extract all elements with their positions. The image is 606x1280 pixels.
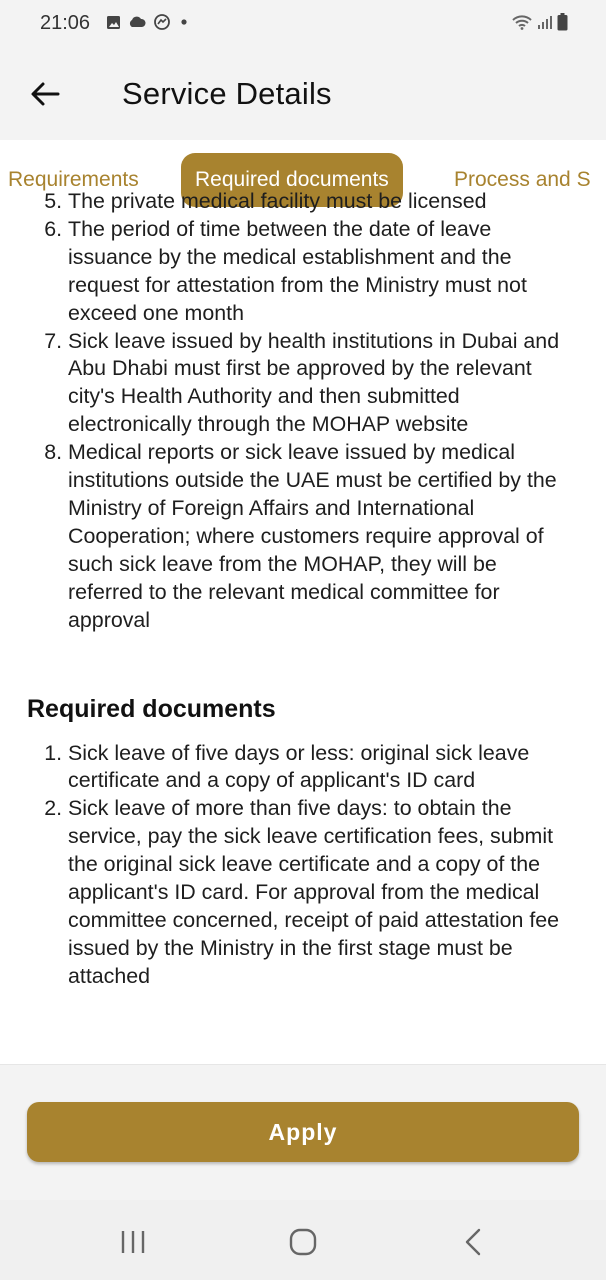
list-item: 2. Sick leave of more than five days: to obtain the service, pay the sick leave certification fees, submit the original sick leave certificate and a copy of the applicant's ID card. For approval from the medical committee concerned, receipt of paid attestation fee issued by the Ministry in the first stage must be attached <box>68 795 576 990</box>
wifi-icon <box>511 14 533 30</box>
page-title: Service Details <box>122 76 332 111</box>
tab-required-documents[interactable]: Required documents <box>181 153 403 207</box>
documents-list <box>0 740 606 991</box>
battery-icon <box>557 13 568 31</box>
bottom-action-bar <box>0 1064 606 1201</box>
home-button[interactable] <box>283 1222 323 1262</box>
dot-icon <box>178 16 190 28</box>
tab-process-and-steps[interactable]: Process and S <box>454 168 591 191</box>
signal-icon <box>537 14 553 30</box>
status-left-icons <box>106 13 190 31</box>
recents-icon <box>113 1222 153 1262</box>
home-icon <box>283 1222 323 1262</box>
list-item: 6. The period of time between the date of leave issuance by the medical establishment and the request for attestation from the Ministry must not exceed one month <box>68 216 576 328</box>
list-item: 5. The private medical facility must be licensed <box>68 188 576 216</box>
system-nav-bar <box>0 1200 606 1280</box>
back-icon <box>453 1222 493 1262</box>
content-inner <box>0 188 606 991</box>
list-item: 8. Medical reports or sick leave issued by medical institutions outside the UAE must be certified by the Ministry of Foreign Affairs and International Cooperation; where customers require approval of such sick leave from the MOHAP, they will be referred to the relevant medical committee for approval <box>68 439 576 634</box>
status-time: 21:06 <box>40 12 91 34</box>
list-item: 1. Sick leave of five days or less: original sick leave certificate and a copy of applicant's ID card <box>68 740 576 796</box>
apply-button[interactable]: Apply <box>27 1102 579 1162</box>
list-item: 7. Sick leave issued by health institutions in Dubai and Abu Dhabi must first be approved by the relevant city's Health Authority and then submitted electronically through the MOHAP website <box>68 328 576 440</box>
tab-requirements[interactable]: Requirements <box>8 168 139 191</box>
requirements-list <box>0 188 606 635</box>
messenger-icon <box>153 13 171 31</box>
section-heading: Required documents <box>27 694 276 723</box>
back-button[interactable] <box>26 74 66 114</box>
recents-button[interactable] <box>113 1222 153 1262</box>
nav-back-button[interactable] <box>453 1222 493 1262</box>
status-right-icons <box>511 13 568 31</box>
app-bar <box>0 46 606 141</box>
content-scroll[interactable] <box>0 189 606 1064</box>
cloud-icon <box>128 15 146 29</box>
status-bar <box>0 0 606 46</box>
arrow-left-icon <box>26 74 66 114</box>
gallery-icon <box>106 15 121 30</box>
